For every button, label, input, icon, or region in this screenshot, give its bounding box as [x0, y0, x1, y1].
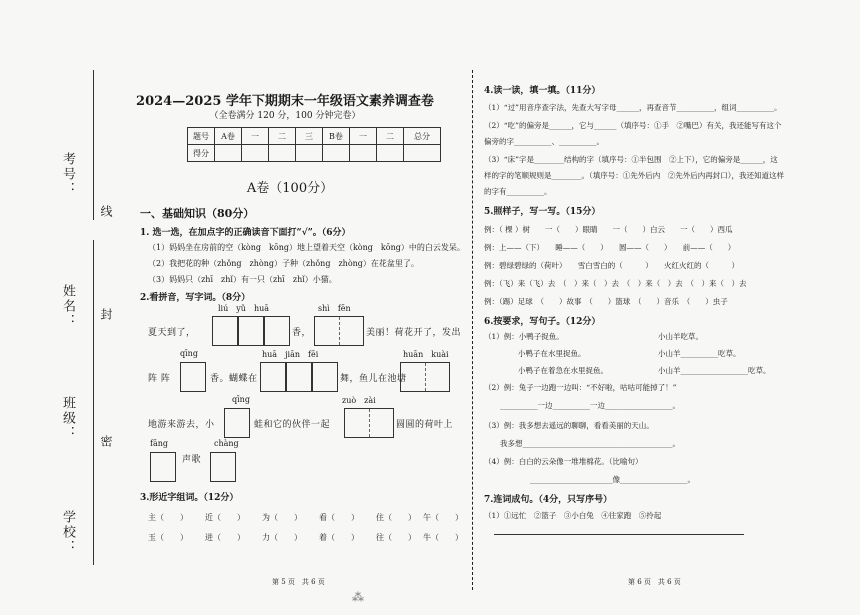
q5-line4: 例：（飞）来（飞）去 （ ）来（ ）去 （ ）来（ ）去 （ ）来（ ）去 — [484, 279, 747, 288]
score-cell[interactable] — [404, 145, 441, 162]
feng-label: 封 — [99, 308, 113, 322]
scan-mark-icon: ⁂ — [352, 590, 364, 604]
kaohao-label: 考号： — [60, 152, 75, 197]
q6-4-example: （4）例：白白的云朵像一堆堆棉花。（比喻句） — [484, 457, 643, 466]
score-head-5: 三 — [296, 128, 323, 145]
q7-heading: 7.连词成句。（4分，只写序号） — [484, 495, 613, 505]
q5-line1: 例：（ 棵 ）树 一（ ）眼睛 一（ ）白云 一（ ）西瓜 — [484, 225, 733, 234]
q5-line3: 例：碧绿碧绿的（荷叶） 雪白雪白的（ ） 火红火红的（ ） — [484, 261, 739, 270]
q2-text-3c: 圆圆的荷叶上 — [396, 420, 454, 430]
q3-r1-1: 主（ ） — [148, 513, 188, 522]
write-box[interactable] — [212, 316, 238, 346]
xingming-label: 姓名： — [60, 284, 75, 329]
q4-line2a: （2）“吃”的偏旁是______，它与______（填序号：①手 ②嘴巴）有关，我还能写有这个 — [484, 121, 782, 130]
q6-3-example: （3）例：我多想去遥远的聊聊，看看美丽的天山。 — [484, 421, 654, 430]
q5-line2: 例：上——（下） 睡——（ ） 圆——（ ） 前——（ ） — [484, 243, 736, 252]
q6-2-example: （2）例：兔子一边跑一边叫：“不好啦，咕咕可能掉了！” — [484, 383, 677, 392]
q6-1-answer1: 小山羊__________吃草。 — [658, 349, 741, 358]
q1-line2: （2）我把花的种（zhǒng zhòng）子种（zhǒng zhòng）在花盆里了。 — [148, 259, 419, 268]
pinyin-6: qīng — [232, 395, 250, 404]
q4-heading: 4.读一读，填一填。（11分） — [484, 86, 601, 96]
score-head-7: 一 — [350, 128, 377, 145]
q3-r2-3: 力（ ） — [262, 533, 302, 542]
banji-label: 班级： — [60, 396, 75, 441]
q5-heading: 5.照样子，写一写。（15分） — [484, 207, 601, 217]
page-divider — [472, 70, 473, 590]
q7-line1: （1）①远忙 ②篮子 ③小白兔 ④往家跑 ⑤拎起 — [484, 511, 662, 520]
pinyin-5: huān kuài — [403, 350, 449, 359]
exam-title: 2024—2025 学年下期期末一年级语文素养调查卷 — [136, 94, 434, 109]
write-box[interactable] — [264, 316, 290, 346]
q2-text-2a: 阵 阵 — [148, 374, 171, 384]
pinyin-2: shì fēn — [318, 304, 351, 313]
score-head-3: 一 — [242, 128, 269, 145]
q3-r1-5: 住（ ） — [376, 513, 416, 522]
q4-line2b: 偏旁的字__________、__________。 — [484, 137, 604, 146]
q2-text-2c: 舞，鱼儿在池塘 — [340, 374, 407, 384]
q3-r2-4: 着（ ） — [319, 533, 359, 542]
xuexiao-line — [93, 470, 94, 565]
q6-1-example3: 小鸭子在着急在水里捉鱼。 — [518, 366, 608, 375]
part1-heading: 一、基础知识（80分） — [140, 207, 255, 220]
q6-1-answer2: 小山羊__________________吃草。 — [658, 366, 771, 375]
q2-heading: 2.看拼音，写字词。（8分） — [140, 293, 251, 303]
q3-r1-6: 午（ ） — [423, 513, 463, 522]
q2-text-3a: 地游来游去，小 — [148, 420, 215, 430]
q2-text-4: 声歌 — [182, 455, 202, 465]
q6-heading: 6.按要求，写句子。（12分） — [484, 317, 601, 327]
q1-line3: （3）妈妈只（zhī zhǐ）有一只（zhī zhǐ）小猫。 — [148, 275, 337, 284]
q3-r1-3: 为（ ） — [262, 513, 302, 522]
score-head-6: B卷 — [323, 128, 350, 145]
q3-r1-2: 近（ ） — [205, 513, 245, 522]
q4-line3c: 的字有__________。 — [484, 187, 552, 196]
write-box[interactable] — [260, 362, 286, 392]
q6-1-example: （1）例：小鸭子捉鱼。 — [484, 332, 564, 341]
q6-1-example2: 小鸭子在水里捉鱼。 — [518, 349, 586, 358]
pinyin-8: fāng — [150, 439, 169, 448]
q4-line3a: （3）“床”字是________结构的字（填序号：①半包围 ②上下），它的偏旁是______，这 — [484, 155, 778, 164]
q6-1-prompt: 小山羊吃草。 — [658, 332, 703, 341]
score-head-8: 二 — [377, 128, 404, 145]
score-head-4: 二 — [269, 128, 296, 145]
write-box[interactable] — [180, 362, 206, 392]
q2-text-1c: 美丽！荷花开了，发出 — [366, 328, 462, 338]
score-cell[interactable] — [323, 145, 350, 162]
score-row-label: 得分 — [188, 145, 215, 162]
score-cell[interactable] — [377, 145, 404, 162]
pinyin-4: huā jiān fēi — [262, 350, 319, 359]
q6-3-answer: 我多想________________________________________。 — [500, 439, 680, 448]
mi-label: 密 — [99, 435, 113, 449]
write-box[interactable] — [224, 408, 250, 438]
score-table — [187, 127, 441, 162]
q1-heading: 1. 选一选，在加点字的正确读音下面打“√”。（6分） — [140, 228, 351, 238]
q3-r1-4: 看（ ） — [319, 513, 359, 522]
write-box-double[interactable] — [400, 362, 450, 392]
xian-label: 线 — [99, 205, 113, 219]
section-a-title: A卷（100分） — [246, 181, 334, 196]
q2-text-1a: 夏天到了， — [148, 328, 196, 338]
score-cell[interactable] — [269, 145, 296, 162]
write-box-double[interactable] — [344, 408, 394, 438]
q2-text-2b: 香。蝴蝶在 — [210, 374, 258, 384]
xingming-line — [93, 240, 94, 390]
q7-answer-line[interactable] — [494, 534, 744, 535]
q3-r2-2: 进（ ） — [205, 533, 245, 542]
q3-heading: 3.形近字组词。（12分） — [140, 493, 239, 503]
pinyin-9: chàng — [214, 439, 239, 448]
q6-4-answer: ______________________像__________________。 — [530, 475, 695, 484]
q3-r2-6: 牛（ ） — [423, 533, 463, 542]
score-head-1: 题号 — [188, 128, 215, 145]
score-head-2: A卷 — [215, 128, 242, 145]
pinyin-1: liú yǔ huā — [218, 304, 270, 313]
q3-r2-1: 玉（ ） — [148, 533, 188, 542]
left-page-footer: 第 5 页 共 6 页 — [272, 578, 325, 586]
q1-line1: （1）妈妈坐在房前的空（kòng kōng）地上望着天空（kòng kōng）中的白云发呆。 — [148, 243, 465, 252]
write-box[interactable] — [312, 362, 338, 392]
write-box[interactable] — [150, 452, 176, 482]
q6-2-answer: __________一边__________一边__________________。 — [500, 401, 680, 410]
pinyin-3: qīng — [180, 349, 198, 358]
q4-line1: （1）“过”用音序查字法，先查大写字母______，再查音节__________，组词__________。 — [484, 103, 782, 112]
write-box[interactable] — [286, 362, 312, 392]
write-box[interactable] — [238, 316, 264, 346]
q2-text-3b: 蛙和它的伙伴一起 — [254, 420, 331, 430]
pinyin-7: zuò zài — [342, 396, 376, 405]
binding-margin — [58, 70, 118, 570]
q4-line3b: 样的字的笔顺规则是________。（填序号：①先外后内 ②先外后内再封口），我还知道这样 — [484, 171, 784, 180]
score-cell[interactable] — [296, 145, 323, 162]
right-page-footer: 第 6 页 共 6 页 — [628, 578, 681, 586]
score-cell[interactable] — [242, 145, 269, 162]
kaohao-line — [93, 70, 94, 220]
score-cell[interactable] — [215, 145, 242, 162]
exam-subtitle: （全卷满分 120 分，100 分钟完卷） — [209, 111, 361, 121]
score-head-9: 总分 — [404, 128, 441, 145]
q3-r2-5: 往（ ） — [376, 533, 416, 542]
write-box[interactable] — [210, 452, 236, 482]
q2-text-1b: 香， — [292, 328, 312, 338]
score-cell[interactable] — [350, 145, 377, 162]
xuexiao-label: 学校： — [60, 510, 75, 555]
q5-line5: 例：（踢）足球 （ ）故事 （ ）篮球 （ ）音乐 （ ）虫子 — [484, 297, 728, 306]
write-box-double[interactable] — [314, 316, 364, 346]
